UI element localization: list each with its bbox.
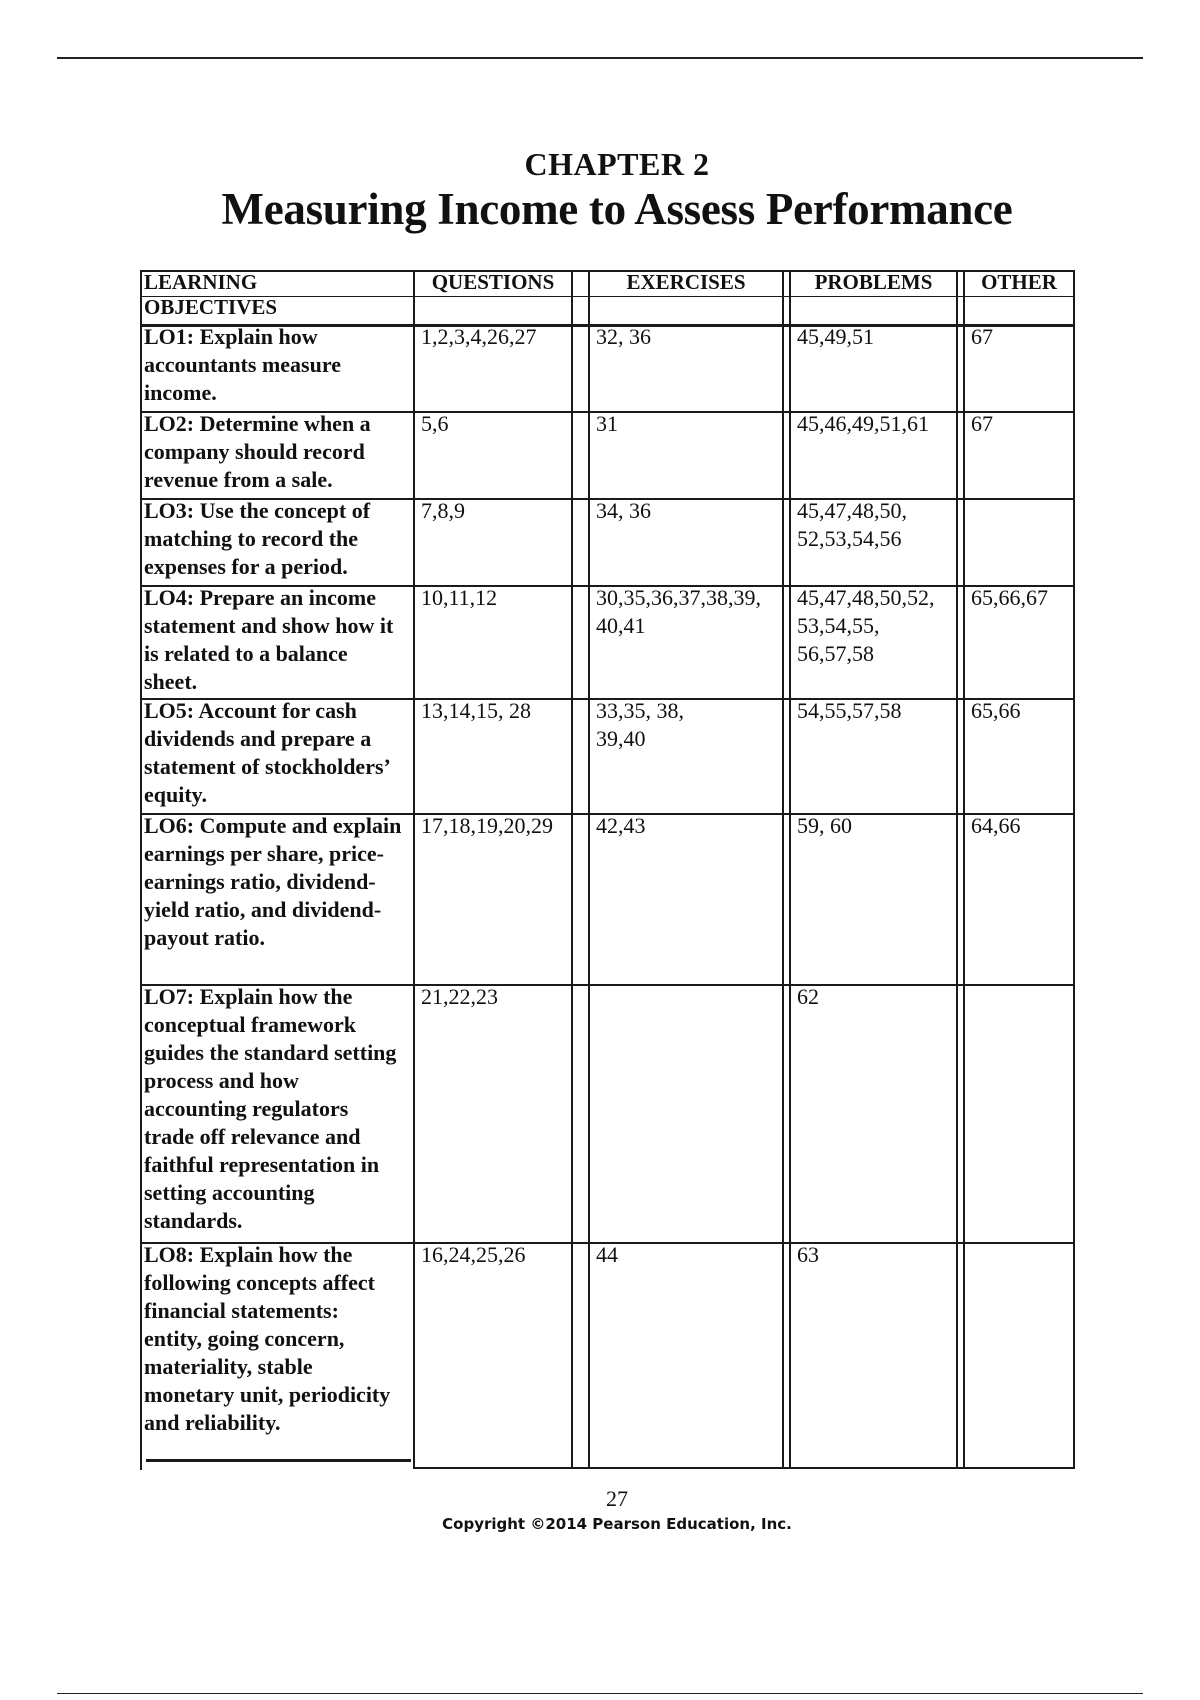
page-number: 27 [606,1486,628,1511]
bottom-rule [57,1693,1143,1694]
row-6-objective: LO6: Compute and explain earnings per share, price-earnings ratio, dividend-yield ratio, and dividend-payout ratio. [144,813,402,950]
row-6-questions: 17,18,19,20,29 [421,813,553,838]
table-border-right [1073,270,1075,1469]
row-5-exercises: 33,35, 38, 39,40 [596,698,684,751]
row-1-other: 67 [971,324,993,349]
row-6-other: 64,66 [971,813,1021,838]
row-7-objective: LO7: Explain how the conceptual framework guides the standard setting process and how accounting regulators trade off relevance and faithful representation in setting accounting standards. [144,984,397,1233]
top-rule [57,57,1143,59]
row-1-exercises: 32, 36 [596,324,651,349]
row-2-objective: LO2: Determine when a company should record revenue from a sale. [144,411,371,492]
row-8-questions: 16,24,25,26 [421,1242,526,1267]
column-header-objectives: LEARNING OBJECTIVES [144,270,278,319]
row-1-objective: LO1: Explain how accountants measure income. [144,324,341,405]
learning-objectives-table [140,270,1075,1470]
header-divider [140,296,1075,297]
row-3-questions: 7,8,9 [421,498,465,523]
row-2-other: 67 [971,411,993,436]
column-header-other: OTHER [981,270,1057,294]
row-6-exercises: 42,43 [596,813,646,838]
column-header-exercises: EXERCISES [626,270,746,294]
row-4-exercises: 30,35,36,37,38,39, 40,41 [596,585,761,638]
row-1-problems: 45,49,51 [797,324,874,349]
table-divider [782,270,784,1467]
row-5-objective: LO5: Account for cash dividends and prepare a statement of stockholders’ equity. [144,698,390,807]
last-objective-underline [146,1459,411,1462]
row-2-exercises: 31 [596,411,618,436]
row-3-problems: 45,47,48,50, 52,53,54,56 [797,498,907,551]
table-border-left [140,270,142,1470]
table-divider [571,270,573,1467]
table-border-bottom [413,1467,1075,1469]
column-header-problems: PROBLEMS [814,270,933,294]
row-2-questions: 5,6 [421,411,449,436]
row-1-questions: 1,2,3,4,26,27 [421,324,537,349]
row-3-objective: LO3: Use the concept of matching to record the expenses for a period. [144,498,371,579]
page-title: Measuring Income to Assess Performance [221,184,1013,234]
table-divider [789,270,791,1467]
row-7-problems: 62 [797,984,819,1009]
table-divider [588,270,590,1467]
row-4-problems: 45,47,48,50,52, 53,54,55, 56,57,58 [797,585,935,666]
row-8-objective: LO8: Explain how the following concepts affect financial statements: entity, going concern, materiality, stable monetary unit, periodicity and reliability. [144,1242,391,1435]
row-3-exercises: 34, 36 [596,498,651,523]
row-5-other: 65,66 [971,698,1021,723]
row-2-problems: 45,46,49,51,61 [797,411,929,436]
column-header-questions: QUESTIONS [431,270,555,294]
chapter-label: CHAPTER 2 [524,146,710,182]
table-divider [413,270,415,1467]
copyright-notice: Copyright ©2014 Pearson Education, Inc. [442,1515,792,1533]
row-8-exercises: 44 [596,1242,618,1267]
row-5-problems: 54,55,57,58 [797,698,902,723]
row-4-objective: LO4: Prepare an income statement and show how it is related to a balance sheet. [144,585,394,694]
row-6-problems: 59, 60 [797,813,852,838]
row-8-problems: 63 [797,1242,819,1267]
row-7-questions: 21,22,23 [421,984,498,1009]
row-4-questions: 10,11,12 [421,585,498,610]
row-5-questions: 13,14,15, 28 [421,698,531,723]
row-4-other: 65,66,67 [971,585,1048,610]
table-divider [963,270,965,1469]
table-divider [956,270,958,1467]
